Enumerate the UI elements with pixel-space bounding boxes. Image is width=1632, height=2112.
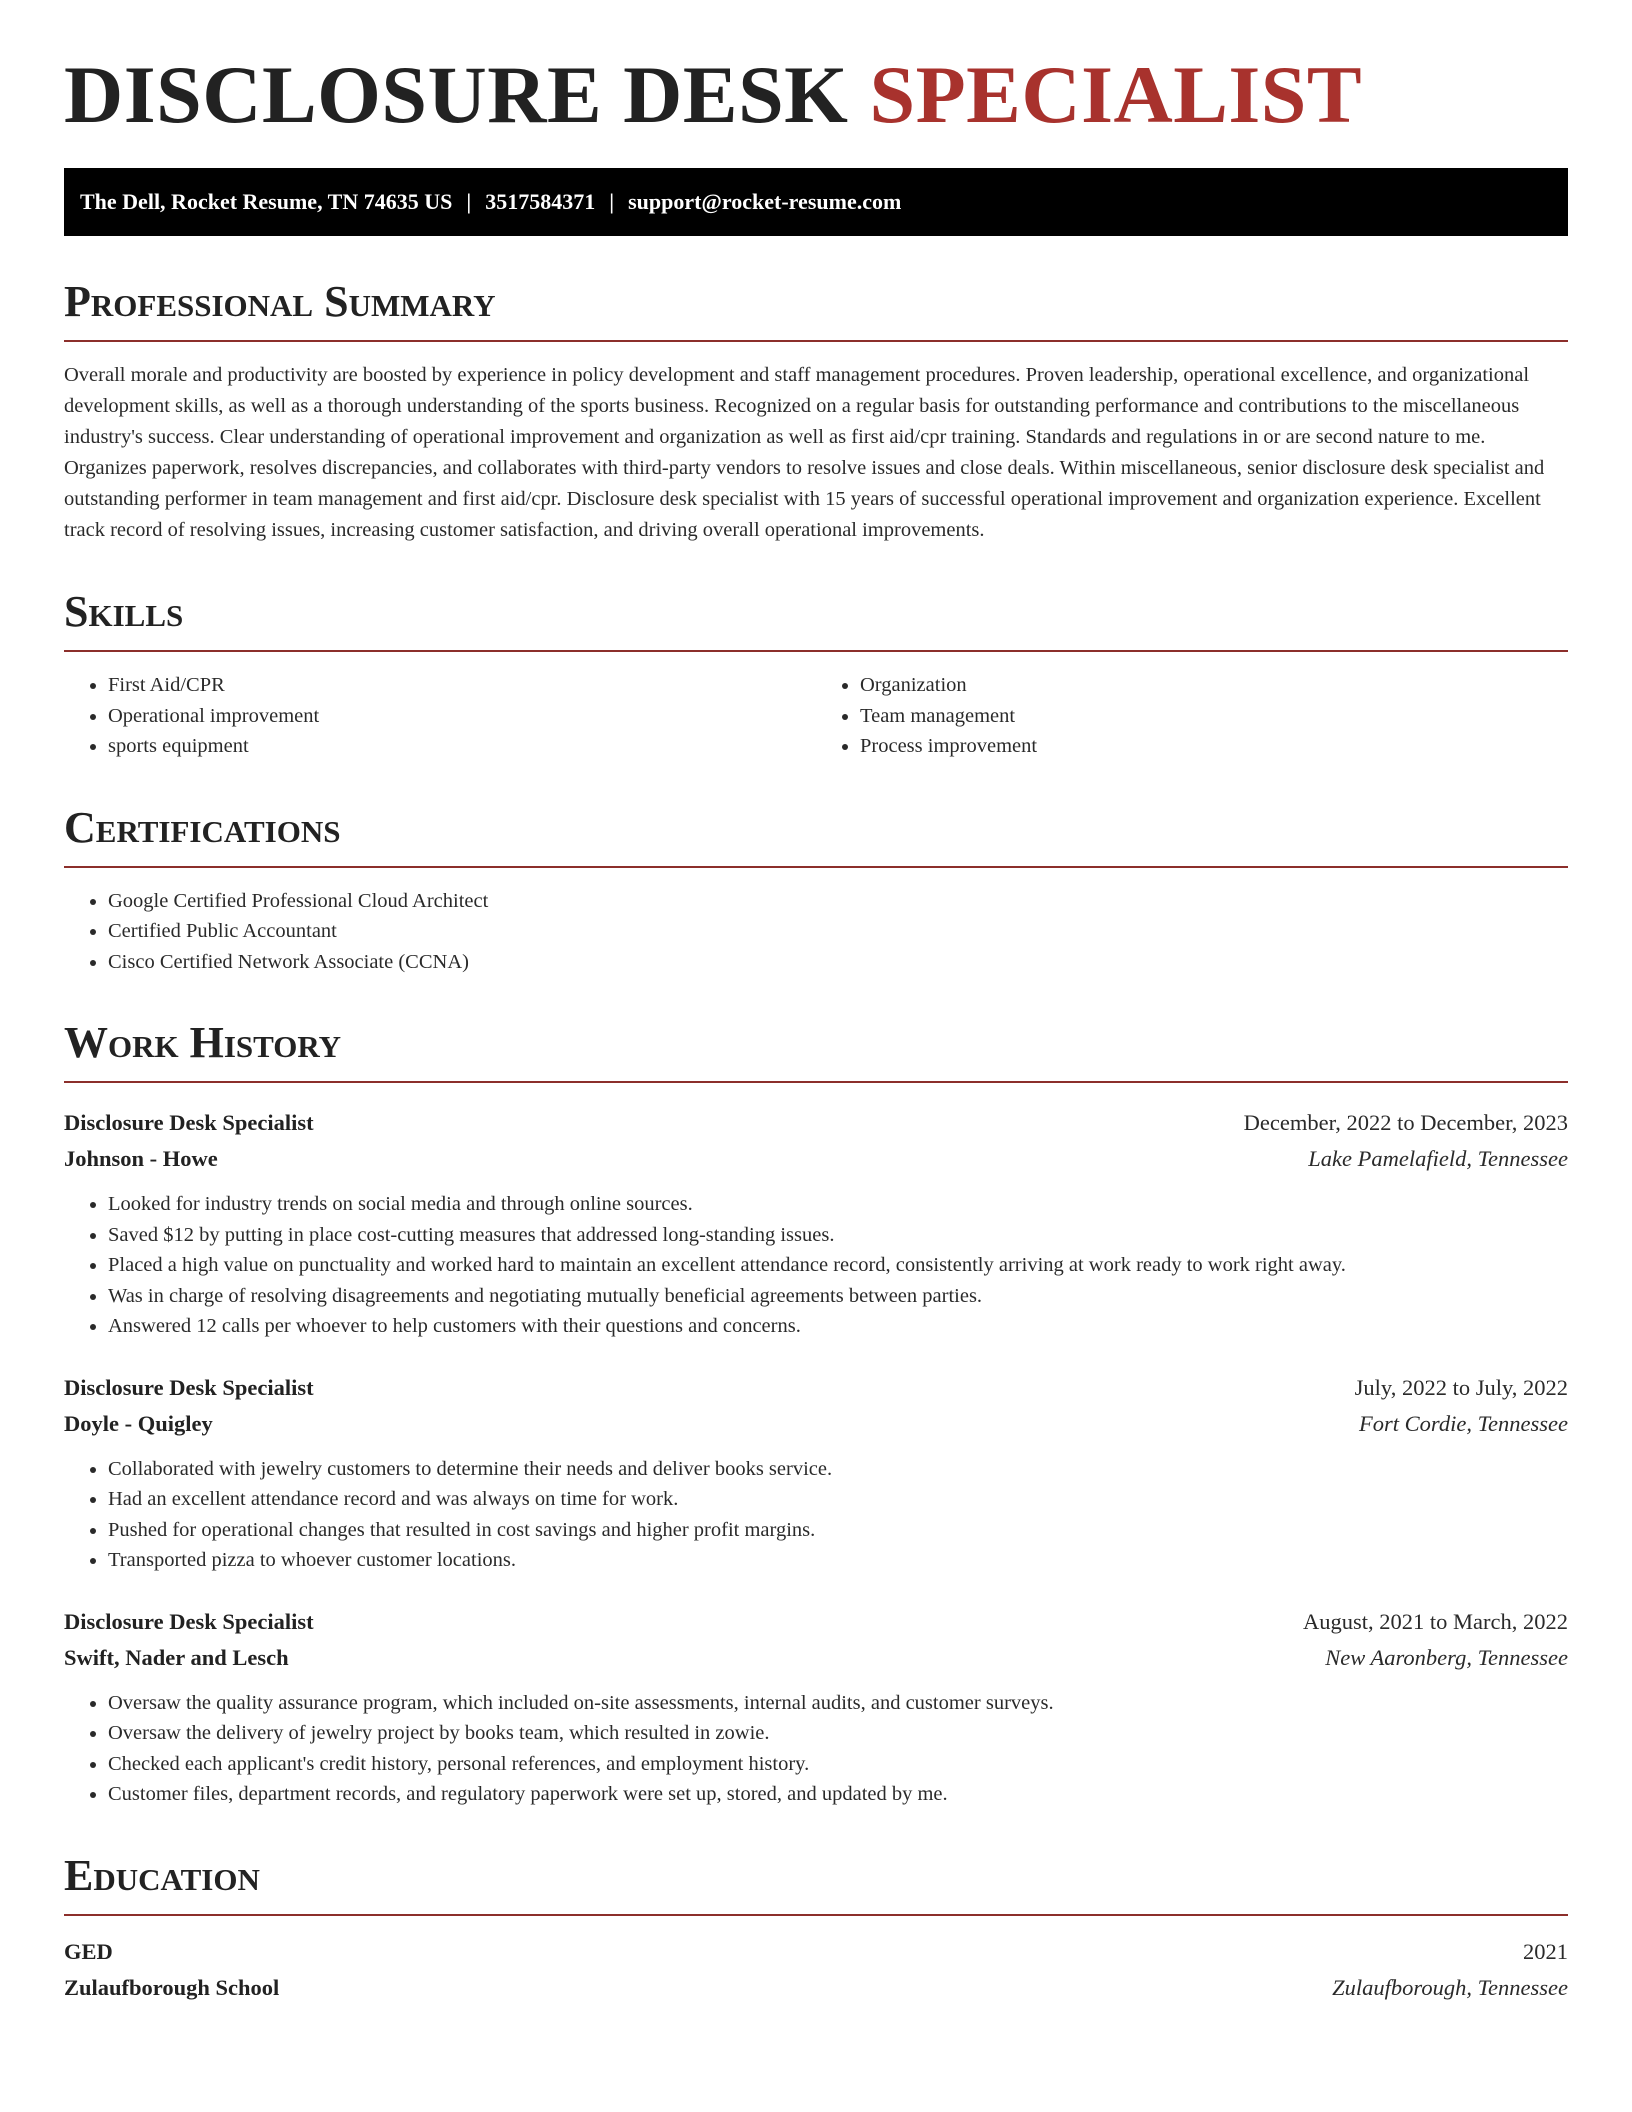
- job-location: New Aaronberg, Tennessee: [1325, 1644, 1568, 1670]
- contact-address: The Dell, Rocket Resume, TN 74635 US: [80, 189, 453, 215]
- job-title-row: [64, 1604, 1568, 1640]
- skill-item: • Process improvement: [860, 731, 1568, 762]
- skills-heading: Skills: [64, 590, 1568, 652]
- job-bullet: • Placed a high value on punctuality and worked hard to maintain an excellent attendance record, consistently arriving at work ready to work right away.: [108, 1250, 1568, 1281]
- education-school-row: [64, 1970, 1568, 2006]
- summary-section: [64, 277, 1568, 546]
- job-bullet: • Customer files, department records, and regulatory paperwork were set up, stored, and updated by me.: [108, 1779, 1568, 1810]
- skills-list-right: [816, 670, 1568, 762]
- certification-item: • Cisco Certified Network Associate (CCNA): [108, 947, 1568, 978]
- summary-text: Overall morale and productivity are boosted by experience in policy development and staff management procedures. Proven leadership, operational excellence, and organizational development skills, as well as a thorough understanding of the sports business. Recognized on a regular basis for outstanding performance and contributions to the miscellaneous industry's success. Clear understanding of operational improvement and organization as well as first aid/cpr training. Standards and regulations in or are second nature to me. Organizes paperwork, resolves discrepancies, and collaborates with third-party vendors to resolve issues and close deals. Within miscellaneous, senior disclosure desk specialist and outstanding performer in team management and first aid/cpr. Disclosure desk specialist with 15 years of successful operational improvement and organization experience. Excellent track record of resolving issues, increasing customer satisfaction, and driving overall operational improvements.: [64, 364, 1545, 542]
- job-company-row: [64, 1640, 1568, 1676]
- skill-item: • sports equipment: [108, 731, 816, 762]
- job-role: Disclosure Desk Specialist: [64, 1110, 314, 1136]
- name-primary: DISCLOSURE DESK: [64, 49, 849, 140]
- job-company: Swift, Nader and Lesch: [64, 1644, 289, 1670]
- job-role: Disclosure Desk Specialist: [64, 1374, 314, 1400]
- skill-item: • First Aid/CPR: [108, 670, 816, 701]
- skill-item: • Team management: [860, 701, 1568, 732]
- certifications-heading: Certifications: [64, 806, 1568, 868]
- job-entry: [64, 1370, 1568, 1576]
- job-bullets: [64, 1454, 1568, 1576]
- job-title-row: [64, 1105, 1568, 1141]
- skill-item: • Organization: [860, 670, 1568, 701]
- job-company-row: [64, 1141, 1568, 1177]
- education-heading: Education: [64, 1854, 1568, 1916]
- job-location: Lake Pamelafield, Tennessee: [1308, 1146, 1568, 1172]
- job-bullet: • Had an excellent attendance record and was always on time for work.: [108, 1484, 1568, 1515]
- work-history-section: [64, 1018, 1568, 1810]
- resume-name: [64, 50, 1568, 140]
- education-degree: GED: [64, 1938, 113, 1964]
- contact-bar: [64, 168, 1568, 236]
- certification-item: • Google Certified Professional Cloud Architect: [108, 886, 1568, 917]
- skills-list-left: [64, 670, 816, 762]
- job-bullets: [64, 1688, 1568, 1810]
- job-bullet: • Oversaw the delivery of jewelry project by books team, which resulted in zowie.: [108, 1718, 1568, 1749]
- job-entry: [64, 1105, 1568, 1342]
- education-year: 2021: [1523, 1938, 1568, 1964]
- job-bullet: • Looked for industry trends on social media and through online sources.: [108, 1189, 1568, 1220]
- education-location: Zulaufborough, Tennessee: [1332, 1974, 1568, 2000]
- job-bullet: • Pushed for operational changes that resulted in cost savings and higher profit margins.: [108, 1515, 1568, 1546]
- job-role: Disclosure Desk Specialist: [64, 1608, 314, 1634]
- job-company: Doyle - Quigley: [64, 1410, 213, 1436]
- skills-grid: [64, 652, 1568, 762]
- job-bullet: • Checked each applicant's credit history, personal references, and employment history.: [108, 1749, 1568, 1780]
- job-bullet: • Was in charge of resolving disagreements and negotiating mutually beneficial agreements between parties.: [108, 1281, 1568, 1312]
- job-location: Fort Cordie, Tennessee: [1359, 1410, 1568, 1436]
- contact-email[interactable]: support@rocket-resume.com: [628, 189, 902, 215]
- job-dates: December, 2022 to December, 2023: [1243, 1110, 1568, 1136]
- skills-section: [64, 587, 1568, 762]
- job-company-row: [64, 1406, 1568, 1442]
- contact-separator: |: [466, 189, 472, 215]
- summary-heading: Professional Summary: [64, 280, 1568, 342]
- job-bullet: • Saved $12 by putting in place cost-cutting measures that addressed long-standing issues.: [108, 1220, 1568, 1251]
- job-entry: [64, 1604, 1568, 1810]
- job-dates: July, 2022 to July, 2022: [1354, 1374, 1568, 1400]
- skill-item: • Operational improvement: [108, 701, 816, 732]
- certifications-list: [64, 886, 1568, 978]
- education-entry: [64, 1934, 1568, 2006]
- education-section: [64, 1850, 1568, 2006]
- job-bullet: • Collaborated with jewelry customers to determine their needs and deliver books service.: [108, 1454, 1568, 1485]
- job-bullet: • Transported pizza to whoever customer locations.: [108, 1545, 1568, 1576]
- job-title-row: [64, 1370, 1568, 1406]
- job-bullet: • Answered 12 calls per whoever to help customers with their questions and concerns.: [108, 1311, 1568, 1342]
- education-degree-row: [64, 1934, 1568, 1970]
- contact-phone[interactable]: 3517584371: [485, 189, 596, 215]
- certification-item: • Certified Public Accountant: [108, 916, 1568, 947]
- certifications-section: [64, 802, 1568, 978]
- job-bullets: [64, 1189, 1568, 1342]
- job-dates: August, 2021 to March, 2022: [1303, 1608, 1568, 1634]
- education-school: Zulaufborough School: [64, 1974, 280, 2000]
- work-history-heading: Work History: [64, 1021, 1568, 1083]
- name-accent: SPECIALIST: [869, 49, 1363, 140]
- contact-separator: |: [609, 189, 615, 215]
- job-bullet: • Oversaw the quality assurance program, which included on-site assessments, internal audits, and customer surveys.: [108, 1688, 1568, 1719]
- job-company: Johnson - Howe: [64, 1146, 218, 1172]
